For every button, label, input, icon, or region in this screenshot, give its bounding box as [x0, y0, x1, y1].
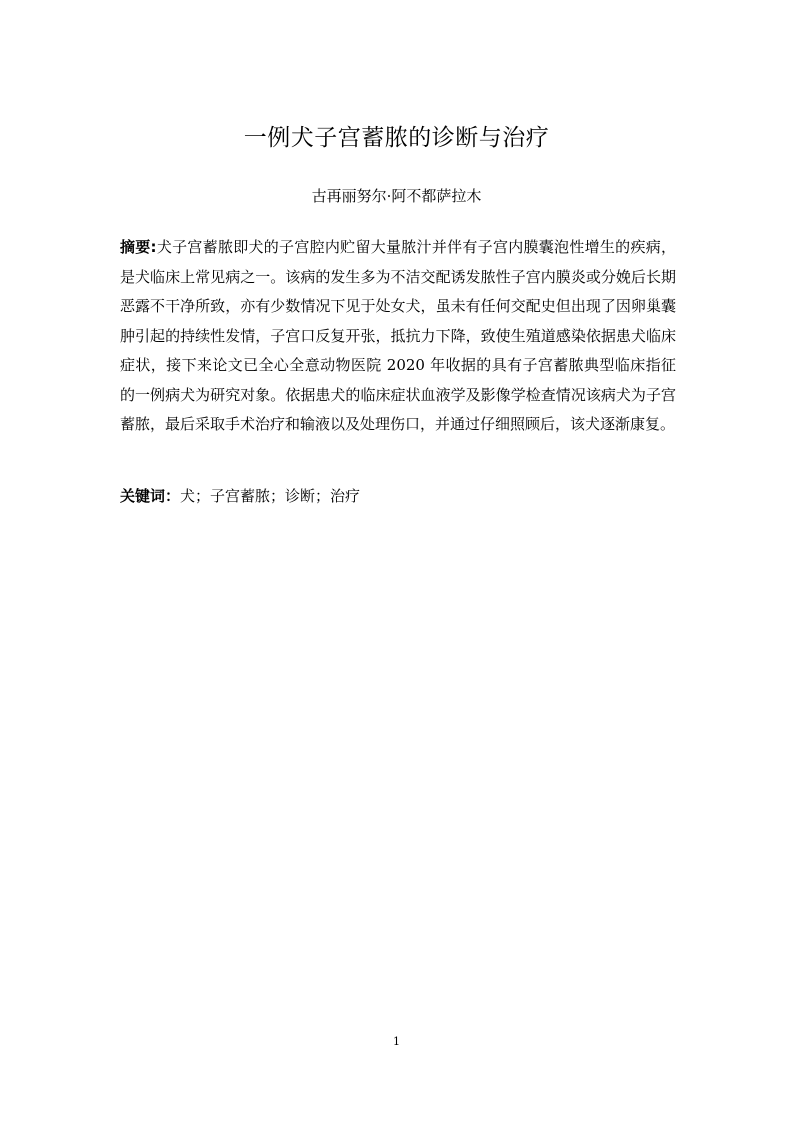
abstract-paragraph: [120, 233, 676, 440]
keywords-text: 犬；子宫蓄脓；诊断；治疗: [180, 487, 361, 505]
author-name: 古再丽努尔·阿不都萨拉木: [311, 187, 482, 205]
keywords-line: [120, 483, 676, 509]
page-number: 1: [393, 1035, 400, 1048]
abstract-text: 犬子宫蓄脓即犬的子宫腔内贮留大量脓汁并伴有子宫内膜囊泡性增生的疾病，是犬临床上常见病之一。该病的发生多为不洁交配诱发脓性子宫内膜炎或分娩后长期恶露不干净所致，亦有少数情况下见于处女犬，虽未有任何交配史但出现了因卵巢囊肿引起的持续性发情，子宫口反复开张，抵抗力下降，致使生殖道感染依据患犬临床症状，接下来论文已全心全意动物医院 2020 年收据的具有子宫蓄脓典型临床指征的一例病犬为研究对象。依据患犬的临床症状血液学及影像学检查情况该病犬为子宫蓄脓，最后采取手术治疗和输液以及处理伤口，并通过仔细照顾后，该犬逐渐康复。: [120, 238, 676, 433]
abstract-label: 摘要:: [120, 238, 157, 256]
keywords-label: 关键词：: [120, 487, 181, 505]
paper-title: 一例犬子宫蓄脓的诊断与治疗: [243, 125, 550, 151]
